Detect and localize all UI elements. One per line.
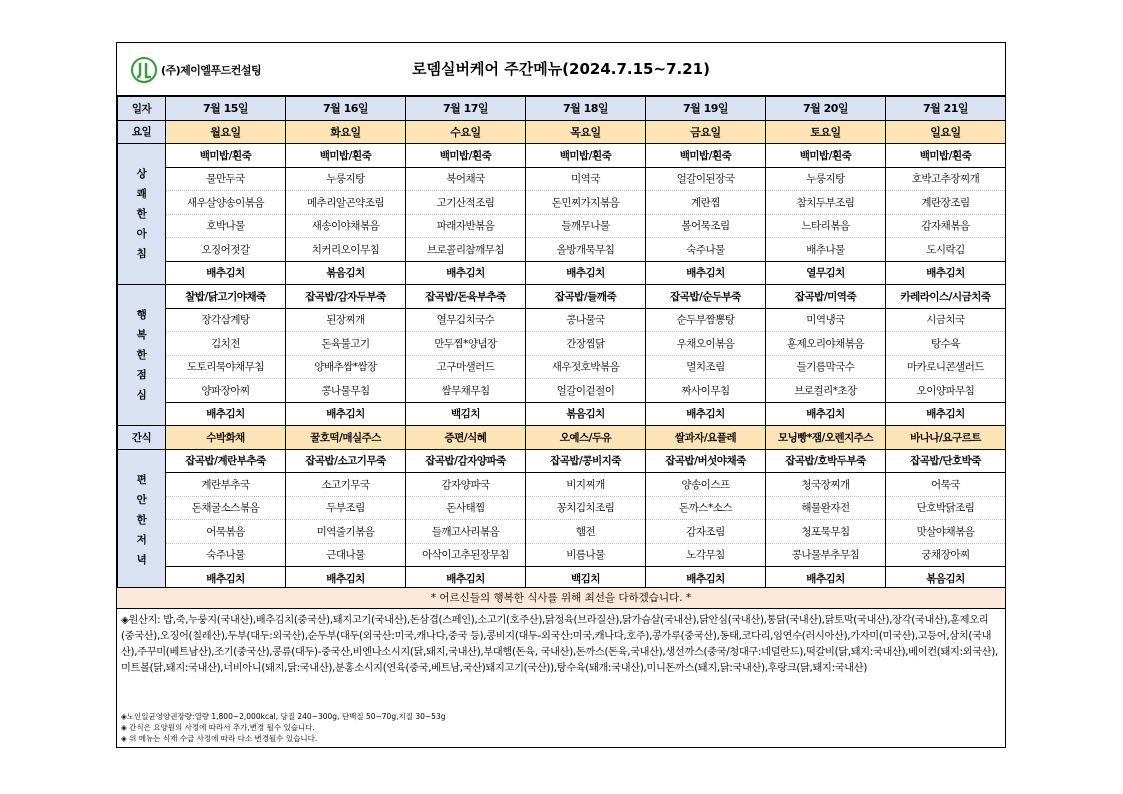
- breakfast-dish: 백미밥/흰죽: [406, 144, 526, 168]
- dinner-dish: 들깨고사리볶음: [406, 520, 526, 544]
- date-cell: 7월 16일: [286, 97, 406, 121]
- dinner-dish: 소고기무국: [286, 473, 406, 497]
- lunch-dish: 도토리묵야채무침: [166, 355, 286, 379]
- breakfast-dish: 배추김치: [646, 261, 766, 285]
- menu-sheet: [116, 42, 1006, 748]
- dinner-dish: 콩나물부추무침: [766, 543, 886, 567]
- snack-cell: 모닝빵*잼/오렌지주스: [766, 426, 886, 450]
- breakfast-dish: 새송이야채볶음: [286, 214, 406, 238]
- breakfast-dish: 볼어묵조림: [646, 214, 766, 238]
- lunch-dish: 우채오이볶음: [646, 332, 766, 356]
- weekday-cell: 금요일: [646, 120, 766, 144]
- dinner-dish: 감자조림: [646, 520, 766, 544]
- breakfast-dish: 백미밥/흰죽: [166, 144, 286, 168]
- lunch-dish: 미역냉국: [766, 308, 886, 332]
- lunch-label: 행 복 한 점 심: [118, 285, 166, 426]
- dinner-dish: 숙주나물: [166, 543, 286, 567]
- lunch-dish: 짜사이무침: [646, 379, 766, 403]
- breakfast-dish: 배추김치: [526, 261, 646, 285]
- breakfast-dish: 백미밥/흰죽: [886, 144, 1006, 168]
- dinner-dish: 잡곡밥/소고기무죽: [286, 449, 406, 473]
- weekday-cell: 화요일: [286, 120, 406, 144]
- dinner-dish: 계란부추국: [166, 473, 286, 497]
- breakfast-dish: 호박고추장찌개: [886, 167, 1006, 191]
- lunch-dish: 돈육불고기: [286, 332, 406, 356]
- header: [117, 43, 1005, 96]
- lunch-dish: 장각삼계탕: [166, 308, 286, 332]
- breakfast-dish: 볶음김치: [286, 261, 406, 285]
- nutrition-notes: [121, 711, 1001, 744]
- date-cell: 7월 17일: [406, 97, 526, 121]
- lunch-dish: 열무김치국수: [406, 308, 526, 332]
- breakfast-dish: 물만두국: [166, 167, 286, 191]
- dinner-dish: 잡곡밥/감자양파죽: [406, 449, 526, 473]
- lunch-dish: 잡곡밥/미역죽: [766, 285, 886, 309]
- dinner-dish: 단호박닭조림: [886, 496, 1006, 520]
- lunch-dish: 들기름막국수: [766, 355, 886, 379]
- dinner-dish: 잡곡밥/단호박죽: [886, 449, 1006, 473]
- lunch-dish: 배추김치: [766, 402, 886, 426]
- date-cell: 7월 15일: [166, 97, 286, 121]
- lunch-dish: 배추김치: [886, 402, 1006, 426]
- dinner-dish: 볶음김치: [886, 567, 1006, 591]
- date-cell: 7월 19일: [646, 97, 766, 121]
- lunch-dish: 배추김치: [286, 402, 406, 426]
- dinner-dish: 백김치: [526, 567, 646, 591]
- breakfast-dish: 새우살양송이볶음: [166, 191, 286, 215]
- snack-cell: 꿀호떡/매실주스: [286, 426, 406, 450]
- breakfast-dish: 파래자반볶음: [406, 214, 526, 238]
- dinner-dish: 햄전: [526, 520, 646, 544]
- breakfast-dish: 백미밥/흰죽: [766, 144, 886, 168]
- lunch-dish: 시금치국: [886, 308, 1006, 332]
- dinner-dish: 근대나물: [286, 543, 406, 567]
- dinner-dish: 비지찌개: [526, 473, 646, 497]
- breakfast-dish: 배추김치: [406, 261, 526, 285]
- lunch-dish: 카레라이스/시금치죽: [886, 285, 1006, 309]
- lunch-dish: 볶음김치: [526, 402, 646, 426]
- dinner-dish: 잡곡밥/버섯야채죽: [646, 449, 766, 473]
- breakfast-dish: 올방개묵무침: [526, 238, 646, 262]
- dinner-dish: 어묵국: [886, 473, 1006, 497]
- lunch-dish: 멸치조림: [646, 355, 766, 379]
- lunch-dish: 백김치: [406, 402, 526, 426]
- breakfast-dish: 배추김치: [886, 261, 1006, 285]
- snack-cell: 쌀과자/요플레: [646, 426, 766, 450]
- lunch-dish: 잡곡밥/들깨죽: [526, 285, 646, 309]
- dinner-dish: 청국장찌개: [766, 473, 886, 497]
- breakfast-dish: 백미밥/흰죽: [646, 144, 766, 168]
- breakfast-dish: 호박나물: [166, 214, 286, 238]
- lunch-dish: 마카로니콘샐러드: [886, 355, 1006, 379]
- breakfast-dish: 배추나물: [766, 238, 886, 262]
- page-title: 로뎀실버케어 주간메뉴(2024.7.15~7.21): [412, 60, 710, 78]
- lunch-dish: 오이양파무침: [886, 379, 1006, 403]
- dinner-dish: 감자양파국: [406, 473, 526, 497]
- lunch-dish: 새우젓호박볶음: [526, 355, 646, 379]
- dinner-dish: 돈채굴소스볶음: [166, 496, 286, 520]
- snack-label: 간식: [118, 426, 166, 450]
- dinner-dish: 맛살야채볶음: [886, 520, 1006, 544]
- dinner-dish: 해물완자전: [766, 496, 886, 520]
- lunch-dish: 고구마샐러드: [406, 355, 526, 379]
- breakfast-dish: 고기산적조림: [406, 191, 526, 215]
- weekday-cell: 월요일: [166, 120, 286, 144]
- note-line: ◈ 간식은 요양원의 사정에 따라서 추가,변경 될수 있습니다.: [121, 723, 315, 732]
- breakfast-dish: 배추김치: [166, 261, 286, 285]
- lunch-dish: 배추김치: [646, 402, 766, 426]
- lunch-dish: 탕수육: [886, 332, 1006, 356]
- breakfast-dish: 참치두부조림: [766, 191, 886, 215]
- breakfast-dish: 누룽지탕: [286, 167, 406, 191]
- breakfast-dish: 미역국: [526, 167, 646, 191]
- snack-cell: 오예스/두유: [526, 426, 646, 450]
- lunch-dish: 훈제오리야채볶음: [766, 332, 886, 356]
- dinner-dish: 배추김치: [766, 567, 886, 591]
- date-cell: 7월 21일: [886, 97, 1006, 121]
- dinner-dish: 잡곡밥/호박두부죽: [766, 449, 886, 473]
- note-line: ◈노인일균영양권장량:열량 1,800~2,000kcal, 당질 240~300g, 단백질 50~70g,지질 30~53g: [121, 712, 446, 721]
- breakfast-dish: 열무김치: [766, 261, 886, 285]
- dinner-dish: 궁채장아찌: [886, 543, 1006, 567]
- note-line: ◈ 위 메뉴는 식재 수급 사정에 따라 다소 변경될수 있습니다.: [121, 734, 318, 743]
- dinner-dish: 어묵볶음: [166, 520, 286, 544]
- lunch-dish: 순두부짬뽕탕: [646, 308, 766, 332]
- breakfast-dish: 치커리오이무침: [286, 238, 406, 262]
- weekday-cell: 토요일: [766, 120, 886, 144]
- dinner-dish: 돈사태찜: [406, 496, 526, 520]
- lunch-dish: 찰밥/닭고기야채죽: [166, 285, 286, 309]
- origin-info: ◈원산지: 밥,죽,누룽지(국내산),배추김치(중국산),돼지고기(국내산),돈삼겹(스페인),소고기(호주산),닭정육(브라질산),닭가슴살(국내산),닭안심(국내산),통닭(국내산),닭토막(국내산),장각(국내산),훈제오리(중국산),오징어(칠레산),두부(대두:외국산),순두부(대두(외국산:미국,캐나다,중국 등),콩비지(대두-외국산:미국,캐나다,호주),콩가루(중국산),동태,코다리,임연수(러시아산),가자미(미국산),고등어,삼치(국내산),주꾸미(베트남산),조기(중국산),콩류(대두)-중국산,비엔나소시지(닭,돼지,국내산),부대햄(돈육, 국내산),돈까스(돈육,국내산),생선까스(중국/청대구:네덜란드),떡갈비(닭,돼지:국내산),베이컨(돼지:외국산),미트볼(닭,돼지:국내산),너비아니(돼지,닭:국내산),분홍소시지(연육(중국,베트남,국산)돼지고기(국산)),탕수육(돼개:국내산),미니돈까스(돼지,닭:국내산),후랑크(닭,돼지:국내산): [121, 615, 998, 674]
- lunch-dish: 양파장아찌: [166, 379, 286, 403]
- lunch-dish: 콩나물국: [526, 308, 646, 332]
- breakfast-dish: 브로콜리참깨무침: [406, 238, 526, 262]
- breakfast-dish: 오징어젓갈: [166, 238, 286, 262]
- dinner-dish: 양송이스프: [646, 473, 766, 497]
- dinner-dish: 돈까스*소스: [646, 496, 766, 520]
- breakfast-dish: 얼갈이된장국: [646, 167, 766, 191]
- company-name: (주)제이엘푸드컨설팅: [161, 64, 262, 77]
- weekday-cell: 목요일: [526, 120, 646, 144]
- breakfast-dish: 계란장조림: [886, 191, 1006, 215]
- dinner-dish: 잡곡밥/계란부추죽: [166, 449, 286, 473]
- breakfast-dish: 돈민찌가지볶음: [526, 191, 646, 215]
- breakfast-label: 상 쾌 한 아 침: [118, 144, 166, 285]
- snack-cell: 수박화채: [166, 426, 286, 450]
- weekday-label: 요일: [118, 120, 166, 144]
- date-cell: 7월 20일: [766, 97, 886, 121]
- dinner-dish: 노각무침: [646, 543, 766, 567]
- dinner-dish: 배추김치: [286, 567, 406, 591]
- dinner-dish: 두부조림: [286, 496, 406, 520]
- lunch-dish: 브로컬리*초장: [766, 379, 886, 403]
- lunch-dish: 된장찌개: [286, 308, 406, 332]
- footer-note: * 어르신들의 행복한 식사를 위해 최선을 다하겠습니다. *: [117, 587, 1005, 609]
- dinner-dish: 미역줄기볶음: [286, 520, 406, 544]
- dinner-dish: 배추김치: [646, 567, 766, 591]
- dinner-dish: 배추김치: [406, 567, 526, 591]
- breakfast-dish: 느타리볶음: [766, 214, 886, 238]
- breakfast-dish: 백미밥/흰죽: [526, 144, 646, 168]
- lunch-dish: 쌈무채무침: [406, 379, 526, 403]
- dinner-dish: 청포묵무침: [766, 520, 886, 544]
- lunch-dish: 얼갈이겉절이: [526, 379, 646, 403]
- lunch-dish: 잡곡밥/감자두부죽: [286, 285, 406, 309]
- snack-cell: 증편/식혜: [406, 426, 526, 450]
- breakfast-dish: 계란찜: [646, 191, 766, 215]
- lunch-dish: 양배추쌈*쌈장: [286, 355, 406, 379]
- breakfast-dish: 누룽지탕: [766, 167, 886, 191]
- breakfast-dish: 도시락김: [886, 238, 1006, 262]
- lunch-dish: 김치전: [166, 332, 286, 356]
- dinner-label: 편 안 한 저 녁: [118, 449, 166, 590]
- weekday-cell: 일요일: [886, 120, 1006, 144]
- breakfast-dish: 메추리알곤약조림: [286, 191, 406, 215]
- lunch-dish: 콩나물무침: [286, 379, 406, 403]
- breakfast-dish: 숙주나물: [646, 238, 766, 262]
- lunch-dish: 간장찜닭: [526, 332, 646, 356]
- dinner-dish: 꽁치김치조림: [526, 496, 646, 520]
- date-cell: 7월 18일: [526, 97, 646, 121]
- breakfast-dish: 백미밥/흰죽: [286, 144, 406, 168]
- breakfast-dish: 북어채국: [406, 167, 526, 191]
- dinner-dish: 아삭이고추된장무침: [406, 543, 526, 567]
- lunch-dish: 잡곡밥/돈육부추죽: [406, 285, 526, 309]
- menu-table: [117, 96, 1006, 591]
- dinner-dish: 비름나물: [526, 543, 646, 567]
- lunch-dish: 만두찜*양념장: [406, 332, 526, 356]
- snack-cell: 바나나/요구르트: [886, 426, 1006, 450]
- breakfast-dish: 들깨무나물: [526, 214, 646, 238]
- dinner-dish: 배추김치: [166, 567, 286, 591]
- weekday-cell: 수요일: [406, 120, 526, 144]
- lunch-dish: 잡곡밥/순두부죽: [646, 285, 766, 309]
- breakfast-dish: 감자채볶음: [886, 214, 1006, 238]
- dinner-dish: 잡곡밥/콩비지죽: [526, 449, 646, 473]
- date-label: 일자: [118, 97, 166, 121]
- lunch-dish: 배추김치: [166, 402, 286, 426]
